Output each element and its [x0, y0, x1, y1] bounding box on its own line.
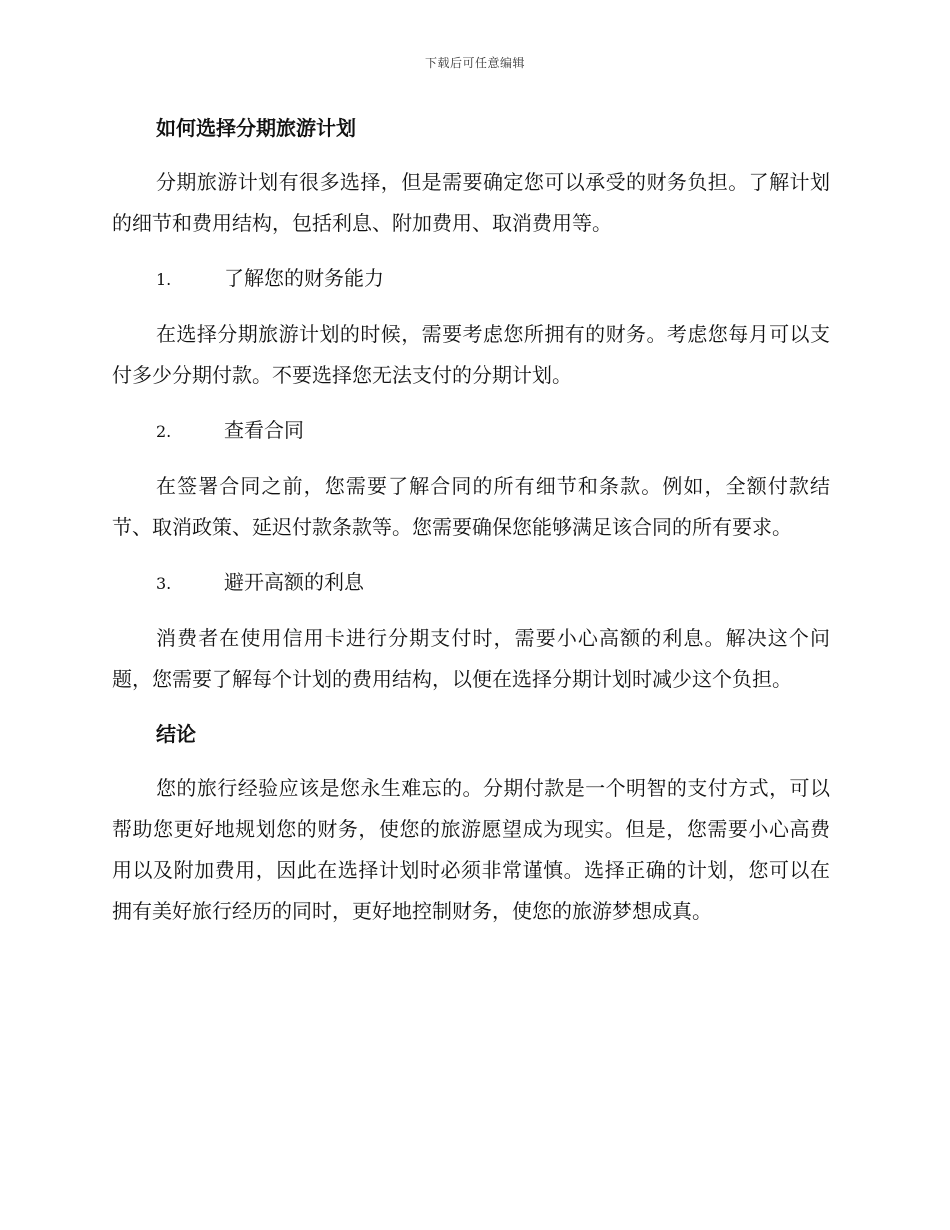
conclusion-paragraph: 您的旅行经验应该是您永生难忘的。分期付款是一个明智的支付方式，可以帮助您更好地规划您的财务，使您的旅游愿望成为现实。但是，您需要小心高费用以及附加费用，因此在选择计划时必须非常谨慎。选择正确的计划，您可以在拥有美好旅行经历的同时，更好地控制财务，使您的旅游梦想成真。: [112, 776, 830, 923]
list-heading: 了解您的财务能力: [224, 266, 384, 290]
list-heading: 避开高额的利息: [224, 570, 364, 594]
list-heading: 查看合同: [224, 418, 304, 442]
list-item-1-body: 在选择分期旅游计划的时候，需要考虑您所拥有的财务。考虑您每月可以支付多少分期付款。不要选择您无法支付的分期计划。: [112, 322, 830, 387]
document-body: [112, 108, 830, 946]
list-number: 2.: [156, 422, 172, 441]
list-item-3-body: 消费者在使用信用卡进行分期支付时，需要小心高额的利息。解决这个问题，您需要了解每个计划的费用结构，以便在选择分期计划时减少这个负担。: [112, 626, 830, 691]
list-item-3: [112, 562, 830, 604]
list-item-2-body: 在签署合同之前，您需要了解合同的所有细节和条款。例如，全额付款结节、取消政策、延迟付款条款等。您需要确保您能够满足该合同的所有要求。: [112, 474, 830, 539]
document-title: 如何选择分期旅游计划: [156, 116, 356, 140]
conclusion-title: 结论: [156, 722, 196, 746]
list-number: 1.: [156, 270, 172, 289]
list-item-1: [112, 258, 830, 300]
list-number: 3.: [156, 574, 172, 593]
list-item-2: [112, 410, 830, 452]
intro-paragraph: 分期旅游计划有很多选择，但是需要确定您可以承受的财务负担。了解计划的细节和费用结构，包括利息、附加费用、取消费用等。: [112, 170, 830, 235]
page-header: 下载后可任意编辑: [424, 56, 525, 70]
